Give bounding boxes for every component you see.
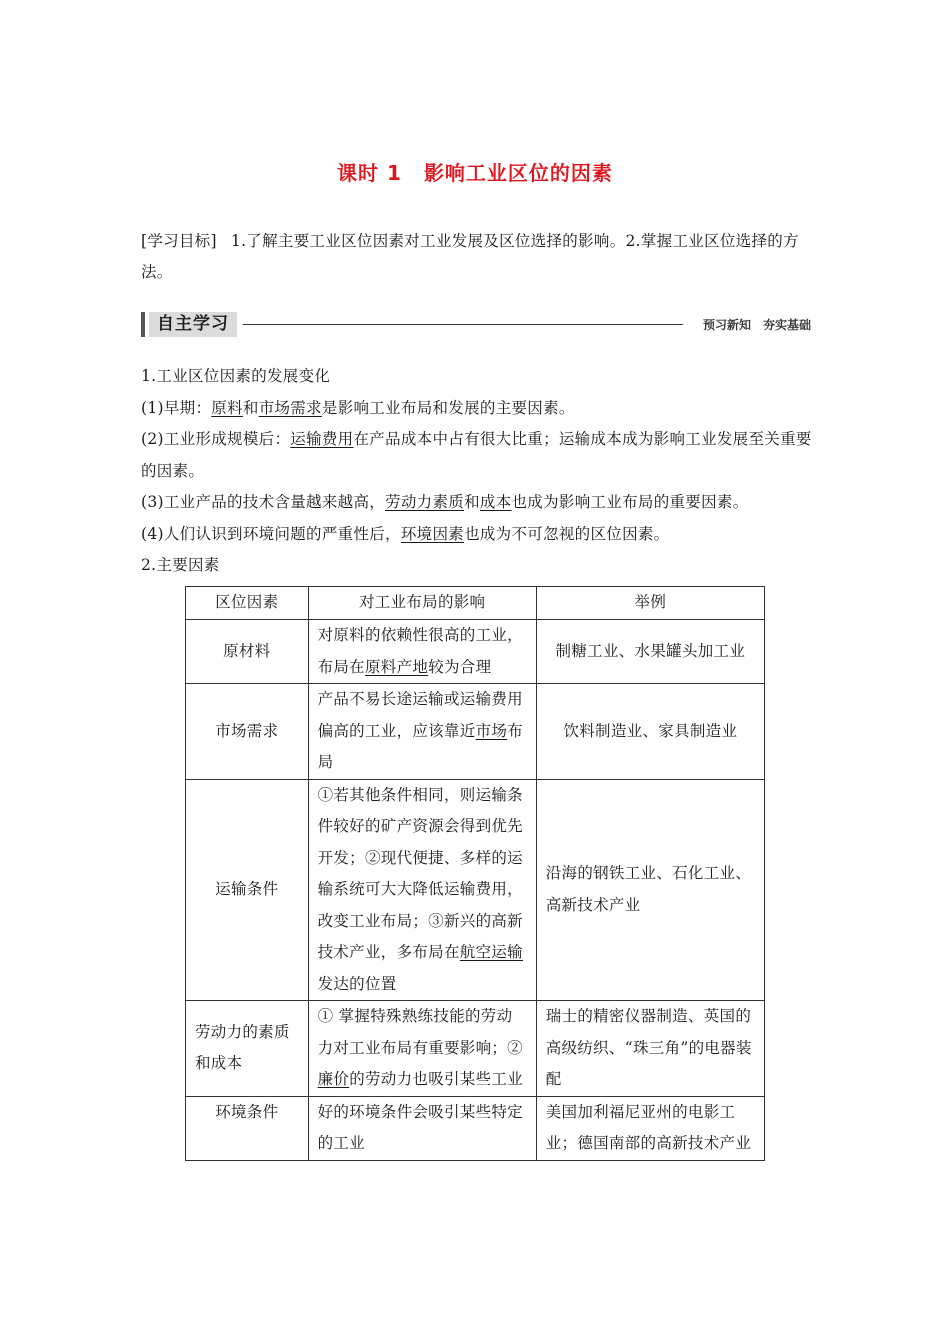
- section1-heading: 1.工业区位因素的发展变化: [141, 367, 331, 385]
- table-header: 区位因素: [186, 587, 309, 620]
- table-row: [186, 620, 765, 684]
- answer-blank: 市场需求: [258, 398, 322, 417]
- list-item: (4)人们认识到环境问题的严重性后，环境因素也成为不可忽视的区位因素。: [141, 524, 670, 543]
- answer-blank: 环境因素: [400, 524, 465, 543]
- factor-cell: 原材料: [186, 620, 309, 684]
- goal-text: 1.了解主要工业区位因素对工业发展及区位选择的影响。2.掌握工业区位选择的方法。: [141, 232, 799, 281]
- table-header-row: [186, 587, 765, 620]
- list-item: (1)早期：原料和市场需求是影响工业布局和发展的主要因素。: [141, 398, 575, 417]
- answer-blank: 劳动力素质: [385, 493, 465, 511]
- list-item: (3)工业产品的技术含量越来越高，劳动力素质和成本也成为影响工业布局的重要因素。: [141, 493, 749, 511]
- lesson-number: 课时 1: [337, 161, 402, 185]
- goal-label: [学习目标]: [141, 232, 217, 250]
- answer-blank: 原料产地: [364, 657, 429, 676]
- answer-blank: 航空运输: [459, 943, 523, 961]
- effect-cell: 产品不易长途运输或运输费用偏高的工业，应该靠近市场布局: [308, 684, 536, 780]
- effect-cell: ①若其他条件相同，则运输条件较好的矿产资源会得到优先开发；②现代便捷、多样的运输系统可大大降低运输费用，改变工业布局；③新兴的高新技术产业，多布局在航空运输发达的位置: [308, 779, 536, 1001]
- factor-cell: 市场需求: [186, 684, 309, 780]
- example-cell: 制糖工业、水果罐头加工业: [536, 620, 764, 684]
- list-item: (2)工业形成规模后：运输费用在产品成本中占有很大比重；运输成本成为影响工业发展至关重要的因素。: [141, 430, 812, 480]
- example-cell: 瑞士的精密仪器制造、英国的高级纺织、“珠三角”的电器装配: [536, 1001, 764, 1097]
- answer-blank: 成本: [479, 493, 512, 511]
- table-row: [186, 1001, 765, 1097]
- example-cell: 饮料制造业、家具制造业: [536, 684, 764, 780]
- effect-cell: 好的环境条件会吸引某些特定的工业: [308, 1096, 536, 1160]
- table-header: 对工业布局的影响: [308, 587, 536, 620]
- table-row: [186, 1096, 765, 1160]
- lesson-title: 影响工业区位的因素: [423, 161, 613, 185]
- section2-heading: 2.主要因素: [141, 556, 220, 574]
- effect-cell: 对原料的依赖性很高的工业，布局在原料产地较为合理: [308, 620, 536, 684]
- example-cell: 美国加利福尼亚州的电影工业；德国南部的高新技术产业: [536, 1096, 764, 1160]
- effect-cell: ① 掌握特殊熟练技能的劳动力对工业布局有重要影响；② 廉价的劳动力也吸引某些工业: [308, 1001, 536, 1097]
- factor-cell: 环境条件: [186, 1096, 309, 1160]
- example-cell: 沿海的钢铁工业、石化工业、高新技术产业: [536, 779, 764, 1001]
- table-header: 举例: [536, 587, 764, 620]
- banner-subtitle: 预习新知 夯实基础: [702, 318, 811, 332]
- answer-blank: 运输费用: [290, 430, 354, 448]
- answer-blank: 市场: [475, 721, 508, 740]
- table-row: [186, 684, 765, 780]
- banner-title: 自主学习: [149, 312, 237, 337]
- answer-blank: 原料: [211, 398, 243, 417]
- table-row: [186, 779, 765, 1001]
- factor-cell: 劳动力的素质和成本: [186, 1001, 309, 1097]
- answer-blank: 廉价: [317, 1070, 350, 1088]
- factor-cell: 运输条件: [186, 779, 309, 1001]
- factors-table: [185, 586, 765, 1161]
